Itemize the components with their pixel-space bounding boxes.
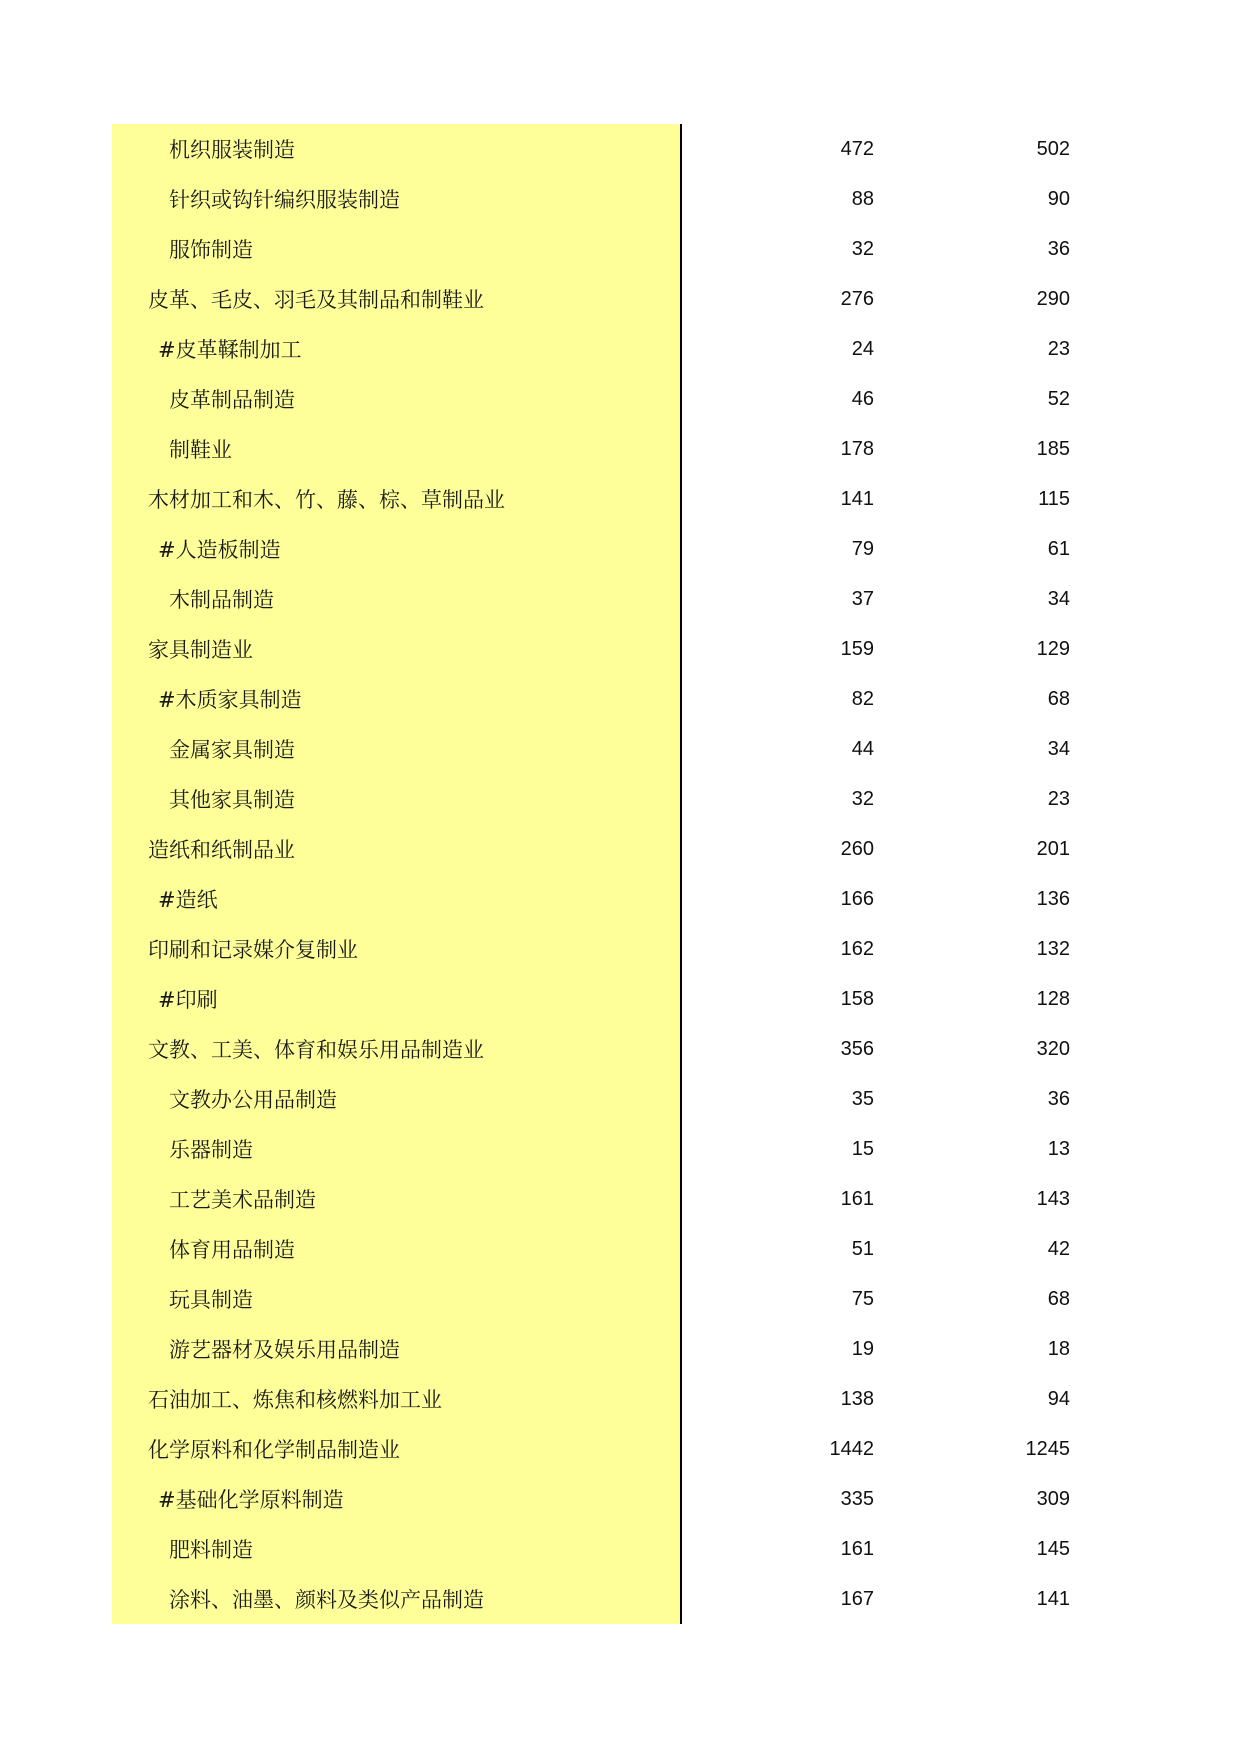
row-label: 皮革、毛皮、羽毛及其制品和制鞋业 [148, 288, 484, 312]
row-label: 文教办公用品制造 [169, 1088, 337, 1112]
table-row [112, 1474, 1112, 1524]
value-col-2: 309 [1036, 1487, 1070, 1510]
row-label-cell [112, 1174, 682, 1224]
row-label: 工艺美术品制造 [169, 1188, 316, 1212]
row-label-cell [112, 174, 682, 224]
table-row [112, 574, 1112, 624]
table-row [112, 1024, 1112, 1074]
value-col-2: 143 [1036, 1187, 1070, 1210]
row-label: 印刷和记录媒介复制业 [148, 938, 358, 962]
table-row [112, 674, 1112, 724]
value-col-1: 167 [840, 1587, 874, 1610]
table-row [112, 524, 1112, 574]
value-col-1: 44 [851, 737, 874, 760]
row-label: 机织服装制造 [169, 138, 295, 162]
row-label-cell [112, 1574, 682, 1624]
row-label-cell [112, 324, 682, 374]
table-row [112, 624, 1112, 674]
row-label: 金属家具制造 [169, 738, 295, 762]
value-col-1: 75 [851, 1287, 874, 1310]
row-label-cell [112, 1324, 682, 1374]
value-col-2: 18 [1047, 1337, 1070, 1360]
value-col-1: 335 [840, 1487, 874, 1510]
row-label: 游艺器材及娱乐用品制造 [169, 1338, 400, 1362]
row-label: 木材加工和木、竹、藤、棕、草制品业 [148, 488, 505, 512]
value-col-2: 1245 [1025, 1437, 1070, 1460]
value-col-2: 52 [1047, 387, 1070, 410]
table-row [112, 1574, 1112, 1624]
row-label: 文教、工美、体育和娱乐用品制造业 [148, 1038, 484, 1062]
value-col-2: 290 [1036, 287, 1070, 310]
row-label-cell [112, 1374, 682, 1424]
table-row [112, 1174, 1112, 1224]
value-col-1: 35 [851, 1087, 874, 1110]
row-label: 制鞋业 [169, 438, 232, 462]
value-col-1: 162 [840, 937, 874, 960]
row-label-cell [112, 874, 682, 924]
value-col-1: 158 [840, 987, 874, 1010]
row-label: 皮革制品制造 [169, 388, 295, 412]
value-col-1: 141 [840, 487, 874, 510]
row-label-cell [112, 1424, 682, 1474]
row-label-cell [112, 124, 682, 174]
row-label-cell [112, 1524, 682, 1574]
table-row [112, 274, 1112, 324]
table-row [112, 1224, 1112, 1274]
table-row [112, 1324, 1112, 1374]
row-label-cell [112, 724, 682, 774]
value-col-1: 260 [840, 837, 874, 860]
table-row [112, 724, 1112, 774]
value-col-2: 136 [1036, 887, 1070, 910]
row-label-cell [112, 674, 682, 724]
table-row [112, 774, 1112, 824]
table-row [112, 374, 1112, 424]
row-label-cell [112, 1024, 682, 1074]
value-col-1: 37 [851, 587, 874, 610]
table-row [112, 1524, 1112, 1574]
value-col-1: 88 [851, 187, 874, 210]
row-label: 石油加工、炼焦和核燃料加工业 [148, 1388, 442, 1412]
value-col-2: 145 [1036, 1537, 1070, 1560]
row-label: #印刷 [158, 988, 218, 1012]
value-col-2: 129 [1036, 637, 1070, 660]
row-label: #造纸 [158, 888, 218, 912]
row-label: 家具制造业 [148, 638, 253, 662]
table-row [112, 824, 1112, 874]
value-col-1: 46 [851, 387, 874, 410]
row-label-cell [112, 974, 682, 1024]
value-col-2: 132 [1036, 937, 1070, 960]
value-col-2: 128 [1036, 987, 1070, 1010]
row-label-cell [112, 1124, 682, 1174]
value-col-1: 19 [851, 1337, 874, 1360]
table-row [112, 174, 1112, 224]
value-col-2: 90 [1047, 187, 1070, 210]
table-row [112, 224, 1112, 274]
value-col-2: 320 [1036, 1037, 1070, 1060]
row-label: #皮革鞣制加工 [158, 338, 302, 362]
table-row [112, 1124, 1112, 1174]
value-col-2: 185 [1036, 437, 1070, 460]
row-label-cell [112, 624, 682, 674]
value-col-2: 23 [1047, 787, 1070, 810]
value-col-1: 1442 [829, 1437, 874, 1460]
row-label: 造纸和纸制品业 [148, 838, 295, 862]
row-label: #木质家具制造 [158, 688, 302, 712]
value-col-1: 82 [851, 687, 874, 710]
row-label-cell [112, 1074, 682, 1124]
data-table [112, 124, 1112, 1624]
row-label-cell [112, 374, 682, 424]
table-row [112, 1424, 1112, 1474]
value-col-2: 42 [1047, 1237, 1070, 1260]
value-col-1: 32 [851, 237, 874, 260]
row-label-cell [112, 1474, 682, 1524]
row-label: 体育用品制造 [169, 1238, 295, 1262]
value-col-1: 159 [840, 637, 874, 660]
row-label-cell [112, 924, 682, 974]
value-col-2: 115 [1038, 487, 1070, 510]
table-row [112, 124, 1112, 174]
row-label: #人造板制造 [158, 538, 281, 562]
value-col-2: 141 [1036, 1587, 1070, 1610]
row-label: #基础化学原料制造 [158, 1488, 344, 1512]
table-row [112, 1074, 1112, 1124]
row-label: 针织或钩针编织服装制造 [169, 188, 400, 212]
table-row [112, 474, 1112, 524]
row-label: 其他家具制造 [169, 788, 295, 812]
value-col-2: 36 [1047, 1087, 1070, 1110]
value-col-1: 161 [840, 1537, 874, 1560]
row-label-cell [112, 1224, 682, 1274]
value-col-1: 178 [840, 437, 874, 460]
value-col-2: 34 [1047, 587, 1070, 610]
row-label-cell [112, 524, 682, 574]
row-label-cell [112, 274, 682, 324]
value-col-1: 32 [851, 787, 874, 810]
value-col-2: 13 [1047, 1137, 1070, 1160]
value-col-1: 24 [851, 337, 874, 360]
row-label: 化学原料和化学制品制造业 [148, 1438, 400, 1462]
table-row [112, 1274, 1112, 1324]
row-label-cell [112, 424, 682, 474]
value-col-2: 94 [1047, 1387, 1070, 1410]
value-col-1: 79 [851, 537, 874, 560]
value-col-1: 166 [840, 887, 874, 910]
row-label: 涂料、油墨、颜料及类似产品制造 [169, 1588, 484, 1612]
value-col-2: 34 [1047, 737, 1070, 760]
row-label: 服饰制造 [169, 238, 253, 262]
value-col-1: 161 [840, 1187, 874, 1210]
row-label-cell [112, 824, 682, 874]
row-label-cell [112, 574, 682, 624]
value-col-1: 15 [851, 1137, 874, 1160]
table-row [112, 424, 1112, 474]
table-row [112, 324, 1112, 374]
table-row [112, 1374, 1112, 1424]
row-label: 玩具制造 [169, 1288, 253, 1312]
row-label: 木制品制造 [169, 588, 274, 612]
value-col-2: 23 [1047, 337, 1070, 360]
table-row [112, 874, 1112, 924]
value-col-1: 356 [840, 1037, 874, 1060]
value-col-2: 502 [1036, 137, 1070, 160]
row-label-cell [112, 774, 682, 824]
row-label-cell [112, 474, 682, 524]
value-col-1: 51 [851, 1237, 874, 1260]
table-row [112, 924, 1112, 974]
row-label: 乐器制造 [169, 1138, 253, 1162]
value-col-1: 276 [840, 287, 874, 310]
value-col-2: 36 [1047, 237, 1070, 260]
row-label: 肥料制造 [169, 1538, 253, 1562]
value-col-2: 61 [1047, 537, 1070, 560]
row-label-cell [112, 1274, 682, 1324]
value-col-2: 68 [1047, 687, 1070, 710]
value-col-2: 201 [1036, 837, 1070, 860]
value-col-1: 138 [840, 1387, 874, 1410]
table-row [112, 974, 1112, 1024]
row-label-cell [112, 224, 682, 274]
value-col-2: 68 [1047, 1287, 1070, 1310]
value-col-1: 472 [840, 137, 874, 160]
